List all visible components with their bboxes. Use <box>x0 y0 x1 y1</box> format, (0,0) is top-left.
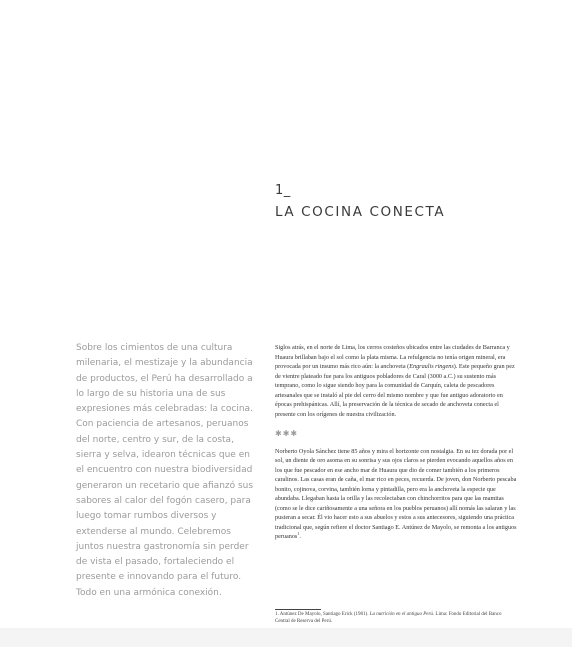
section-divider: ✱✱✱ <box>275 429 299 438</box>
footnote-author: Antúnez De Mayolo, Santiago Erick (1981). <box>279 612 369 617</box>
paragraph-2-text: Norberto Oyola Sánchez tiene 85 años y mira el horizonte con nostalgia. En su tez dorada por el sol, un diente de oro asoma en su sonrisa y sus ojos claros se pierden evocando aquellos años en los que fue pescador en ese ancho mar de Huaura que dio de comer también a los primeros caralinos. Las casas eran de caña, el mar rico en peces, recuerda. De joven, don Norberto pescaba bonito, cojinova, corvina, también lorna y pintadilla, pero era la anchoveta la especie que abundaba. Llegaban hasta la orilla y las recolectaban con chinchorritos para que las mamitas (como se le dice cariñosamente a una señora en los pueblos peruanos) allí nomás las salaran y las pusieran a secar. Él vio hacer esto a sus abuelos y estos a sus antecesores, siguiendo una práctica tradicional que, según refiere el doctor Santiago E. Antúnez de Mayolo, se remonta a los antiguos peruanos <box>275 447 517 540</box>
footnote-rule <box>275 609 321 610</box>
species-name: Engraulis ringens <box>409 363 454 370</box>
body-paragraph-1 <box>275 343 517 419</box>
paragraph-1-text-a: Siglos atrás, en el norte de Lima, los cerros costeños ubicados entre las ciudades de Barranca y Huaura brillaban bajo el sol como la plata misma. La refulgencia no tenía origen mineral, era provocada por un insumo más rico aún: la anchoveta ( <box>275 344 510 370</box>
body-paragraph-2 <box>275 447 517 542</box>
lead-paragraph: Sobre los cimientos de una cultura milenaria, el mestizaje y la abundancia de productos, el Perú ha desarrollado a lo largo de su historia una de sus expresiones más celebradas: la cocina. Con paciencia de artesanos, peruanos del norte, centro y sur, de la costa, sierra y selva, idearon técnicas que en el encuentro con nuestra biodiversidad generaron un recetario que afianzó sus sabores al calor del fogón casero, para luego tomar rumbos diversos y extenderse al mundo. Celebremos juntos nuestra gastronomía sin perder de vista el pasado, fortaleciendo el presente e innovando para el futuro. Todo en una armónica conexión. <box>76 343 254 598</box>
footnote-number: 1. <box>275 612 279 617</box>
footnote-reference[interactable]: 1 <box>297 530 300 536</box>
chapter-heading <box>275 183 445 221</box>
body-text <box>275 343 517 542</box>
footnote-publisher: Lima: Fondo Editorial del Banco Central de Reserva del Perú. <box>275 612 502 624</box>
chapter-number: 1_ <box>275 183 291 198</box>
footnote-book-title: La nutrición en el antiguo Perú. <box>369 612 435 617</box>
footnote <box>275 612 517 625</box>
chapter-title: LA COCINA CONECTA <box>275 204 446 220</box>
page-bottom-band <box>0 628 572 647</box>
paragraph-1-text-b: ). Este pequeño gran pez de vientre plateado fue para los antiguos pobladores de Caral (3000 a.C.) su sustento más temprano, como lo sigue siendo hoy para la comunidad de Carquín, caleta de pescadores artesanales que se instaló al pie del cerro del mismo nombre y que fue antiguo adoratorio en épocas prehispánicas. Allí, la preservación de la técnica de secado de anchoveta conecta el presente con los orígenes de nuestra civilización. <box>275 363 515 418</box>
paragraph-2-end: . <box>299 533 301 540</box>
